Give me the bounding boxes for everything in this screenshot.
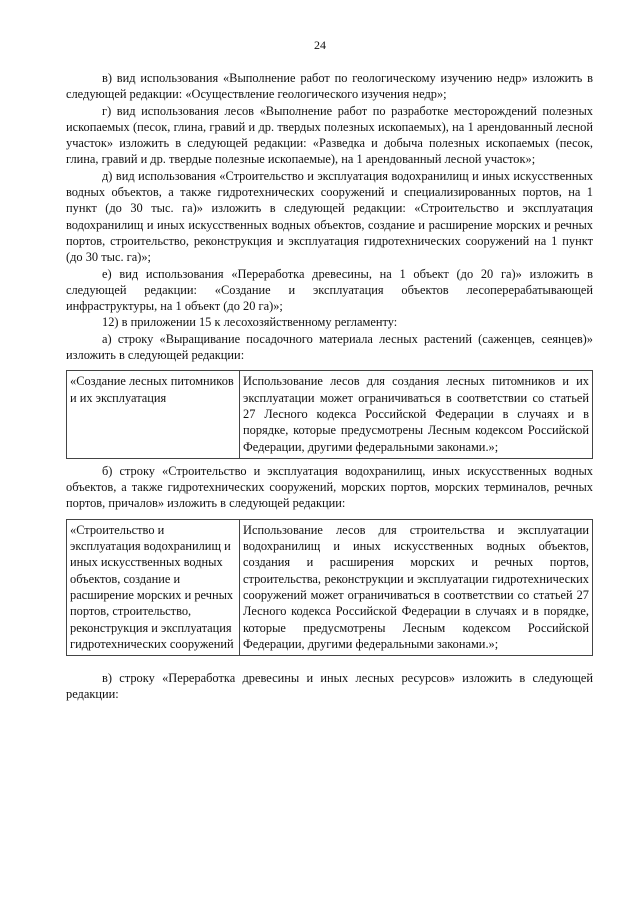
table-cell-activity: «Строительство и эксплуатация водохранилищ и иных искусственных водных объектов, создание и расширение морских и речных портов, строительство, реконструкция и эксплуатация гидротехнических сооружений: [67, 519, 240, 655]
paragraph-b: б) строку «Строительство и эксплуатация водохранилищ, иных искусственных водных объектов, а также гидротехнических сооружений, морских портов, морских терминалов, речных портов, причалов» изложить в следующей редакции:: [66, 463, 593, 511]
page-number: 24: [314, 38, 326, 52]
regulation-table-2: [66, 519, 593, 656]
paragraph-v: в) вид использования «Выполнение работ по геологическому изучению недр» изложить в следующей редакции: «Осуществление геологического изучения недр»;: [66, 71, 593, 102]
regulation-table-1: [66, 370, 593, 458]
table-row: [67, 371, 593, 458]
paragraph-e: е) вид использования «Переработка древесины, на 1 объект (до 20 га)» изложить в следующей редакции: «Создание и эксплуатация объектов лесоперерабатывающей инфраструктуры, на 1 объект (до 20 га)»;: [66, 266, 593, 314]
table-cell-restriction: Использование лесов для строительства и эксплуатации водохранилищ и иных искусственных водных объектов, создания и расширения морских и речных портов, строительства, реконструкции и эксплуатации гидротехнических сооружений может ограничиваться в соответствии со статьей 27 Лесного кодекса Российской Федерации в случаях и в порядке, которые предусмотрены Лесным кодексом Российской Федерации, другими федеральными законами.»;: [240, 519, 593, 655]
paragraph-a: а) строку «Выращивание посадочного материала лесных растений (саженцев, сеянцев)» изложить в следующей редакции:: [66, 331, 593, 363]
table-cell-restriction: Использование лесов для создания лесных питомников и их эксплуатации может ограничиваться в соответствии со статьей 27 Лесного кодекса Российской Федерации в случаях и в порядке, которые предусмотрены Лесным кодексом Российской Федерации, другими федеральными законами.»;: [240, 371, 593, 458]
table-cell-activity: «Создание лесных питомников и их эксплуатация: [67, 371, 240, 458]
paragraph-g: г) вид использования лесов «Выполнение работ по разработке месторождений полезных ископаемых (песок, глина, гравий и др. твердых полезных ископаемых), на 1 арендованный лесной участок» изложить в следующей редакции: «Разведка и добыча полезных ископаемых (песок, глина, гравий и др. твердые полезные ископаемые), на 1 арендованный лесной участок»;: [66, 103, 593, 167]
paragraph-v2: в) строку «Переработка древесины и иных лесных ресурсов» изложить в следующей редакции:: [66, 671, 593, 702]
paragraph-d: д) вид использования «Строительство и эксплуатация водохранилищ и иных искусственных водных объектов, а также гидротехнических сооружений и специализированных портов, на 1 пункт (до 30 тыс. га)» изложить в следующей редакции: «Строительство и эксплуатация водохранилищ и иных искусственных водных объектов, создание и расширение морских и речных портов, строительство, реконструкция и эксплуатация гидротехнических сооружений на 1 пункт (до 30 тыс. га)»;: [66, 168, 593, 265]
table-row: [67, 519, 593, 655]
document-body: [66, 70, 593, 703]
paragraph-12: 12) в приложении 15 к лесохозяйственному регламенту:: [102, 315, 398, 330]
